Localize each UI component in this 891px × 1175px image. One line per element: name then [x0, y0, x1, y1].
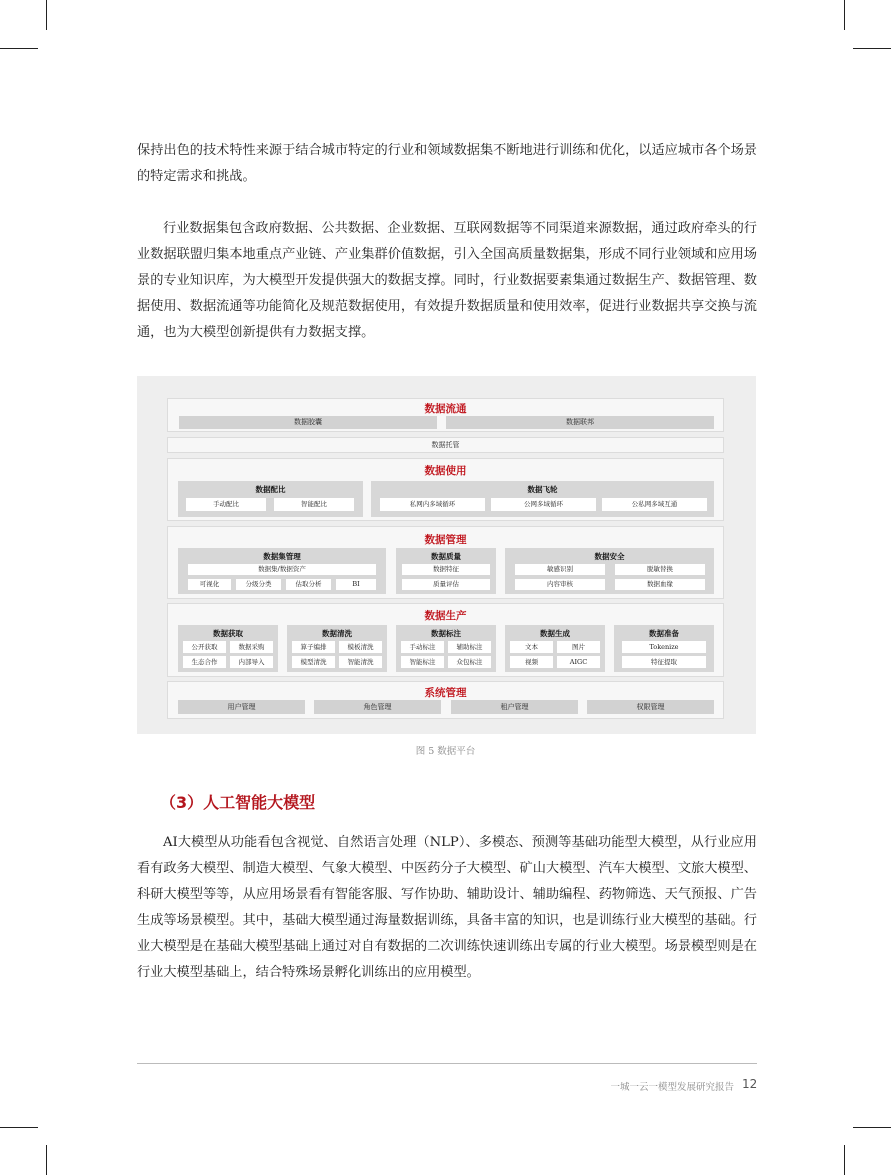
match-item: 智能配比 — [274, 498, 354, 511]
group-title: 数据准备 — [649, 629, 679, 638]
group-title: 数据生成 — [540, 629, 570, 638]
dataset-item: 分级分类 — [236, 579, 281, 590]
prep-item: Tokenize — [622, 641, 706, 653]
dataset-asset-item: 数据集/数据资产 — [188, 564, 376, 575]
system-item: 用户管理 — [178, 700, 305, 714]
acquire-item: 公开获取 — [183, 641, 226, 653]
page-number: 12 — [742, 1077, 758, 1091]
data-platform-figure — [137, 376, 756, 734]
section-data-management — [167, 526, 724, 599]
figure-caption: 图 5 数据平台 — [415, 746, 476, 757]
group-data-generation — [505, 625, 605, 672]
security-item: 敏感识别 — [515, 564, 605, 575]
crop-mark — [0, 48, 38, 49]
data-hosting-bar — [167, 437, 724, 453]
section-heading: （3）人工智能大模型 — [160, 793, 316, 812]
crop-mark — [844, 1145, 845, 1175]
dataset-item: BI — [336, 579, 376, 590]
label-item: 智能标注 — [401, 656, 444, 668]
group-data-cleaning — [287, 625, 387, 672]
group-title: 数据集管理 — [263, 552, 301, 561]
section-title: 数据使用 — [424, 465, 467, 477]
match-item: 手动配比 — [186, 498, 266, 511]
gen-item: 视频 — [510, 656, 553, 668]
system-item: 权限管理 — [587, 700, 714, 714]
gen-item: 文本 — [510, 641, 553, 653]
acquire-item: 内部导入 — [230, 656, 273, 668]
clean-item: 智能清洗 — [339, 656, 382, 668]
group-data-acquisition — [178, 625, 278, 672]
paragraph-3: AI大模型从功能看包含视觉、自然语言处理（NLP）、多模态、预测等基础功能型大模型，从行业应用看有政务大模型、制造大模型、气象大模型、中医药分子大模型、矿山大模型、汽车大模型、文旅大模型、科研大模型等等，从应用场景看有智能客服、写作协助、辅助设计、辅助编程、药物筛选、天气预报、广告生成等场景模型。其中，基础大模型通过海量数据训练，具备丰富的知识，也是训练行业大模型的基础。行业大模型是在基础大模型基础上通过对自有数据的二次训练快速训练出专属的行业大模型。场景模型则是在行业大模型基础上，结合特殊场景孵化训练出的应用模型。 — [137, 835, 757, 980]
quality-item: 数据特征 — [402, 564, 490, 575]
group-title: 数据获取 — [213, 629, 243, 638]
label-item: 手动标注 — [401, 641, 444, 653]
section-data-circulation — [167, 398, 724, 432]
paragraph-2: 行业数据集包含政府数据、公共数据、企业数据、互联网数据等不同渠道来源数据，通过政府牵头的行业数据联盟归集本地重点产业链、产业集群价值数据，引入全国高质量数据集，形成不同行业领域和应用场景的专业知识库，为大模型开发提供强大的数据支撑。同时，行业数据要素集通过数据生产、数据管理、数据使用、数据流通等功能简化及规范数据使用，有效提升数据质量和使用效率，促进行业数据共享交换与流通，也为大模型创新提供有力数据支撑。 — [137, 221, 757, 340]
section-title: 数据流通 — [424, 403, 467, 415]
gen-item: AIGC — [557, 656, 600, 668]
acquire-item: 数据采购 — [230, 641, 273, 653]
group-title: 数据配比 — [255, 485, 286, 494]
group-data-match — [178, 481, 363, 517]
quality-item: 质量评估 — [402, 579, 490, 590]
footer-divider — [137, 1063, 757, 1064]
flywheel-item: 私网内多域循环 — [380, 498, 485, 511]
group-title: 数据标注 — [431, 629, 461, 638]
paragraph-1: 保持出色的技术特性来源于结合城市特定的行业和领域数据集不断地进行训练和优化，以适应城市各个场景的特定需求和挑战。 — [137, 143, 757, 184]
flywheel-item: 公网多域循环 — [491, 498, 596, 511]
section-title: 数据管理 — [424, 534, 467, 546]
system-item: 角色管理 — [314, 700, 441, 714]
crop-mark — [853, 1127, 891, 1128]
flow-item: 数据联邦 — [446, 416, 714, 429]
group-title: 数据质量 — [431, 552, 461, 561]
prep-item: 特征提取 — [622, 656, 706, 668]
clean-item: 模板清洗 — [339, 641, 382, 653]
group-data-labeling — [396, 625, 496, 672]
hosting-label: 数据托管 — [431, 441, 460, 449]
dataset-item: 可视化 — [188, 579, 231, 590]
section-data-usage — [167, 458, 724, 521]
group-data-preparation — [614, 625, 714, 672]
footer-report-title: 一城一云一模型发展研究报告 — [610, 1082, 734, 1093]
group-title: 数据飞轮 — [527, 485, 558, 494]
group-title: 数据清洗 — [322, 629, 352, 638]
dataset-item: 估取分析 — [286, 579, 331, 590]
security-item: 数据血缘 — [615, 579, 705, 590]
group-data-security — [505, 548, 714, 594]
section-system-management — [167, 681, 724, 719]
label-item: 辅助标注 — [448, 641, 491, 653]
security-item: 内容审核 — [515, 579, 605, 590]
crop-mark — [0, 1127, 38, 1128]
system-item: 租户管理 — [451, 700, 578, 714]
crop-mark — [844, 0, 845, 30]
crop-mark — [46, 1145, 47, 1175]
section-title: 数据生产 — [424, 610, 467, 622]
crop-mark — [853, 48, 891, 49]
section-data-production — [167, 603, 724, 677]
acquire-item: 生态合作 — [183, 656, 226, 668]
flywheel-item: 公私网多域互通 — [602, 498, 707, 511]
security-item: 脱敏替换 — [615, 564, 705, 575]
clean-item: 模型清洗 — [292, 656, 335, 668]
clean-item: 算子编排 — [292, 641, 335, 653]
group-data-flywheel — [371, 481, 714, 517]
group-data-quality — [396, 548, 496, 594]
group-dataset-management — [178, 548, 386, 594]
section-title: 系统管理 — [424, 687, 467, 699]
gen-item: 图片 — [557, 641, 600, 653]
crop-mark — [46, 0, 47, 30]
group-title: 数据安全 — [594, 552, 625, 561]
flow-item: 数据胶囊 — [179, 416, 437, 429]
label-item: 众包标注 — [448, 656, 491, 668]
